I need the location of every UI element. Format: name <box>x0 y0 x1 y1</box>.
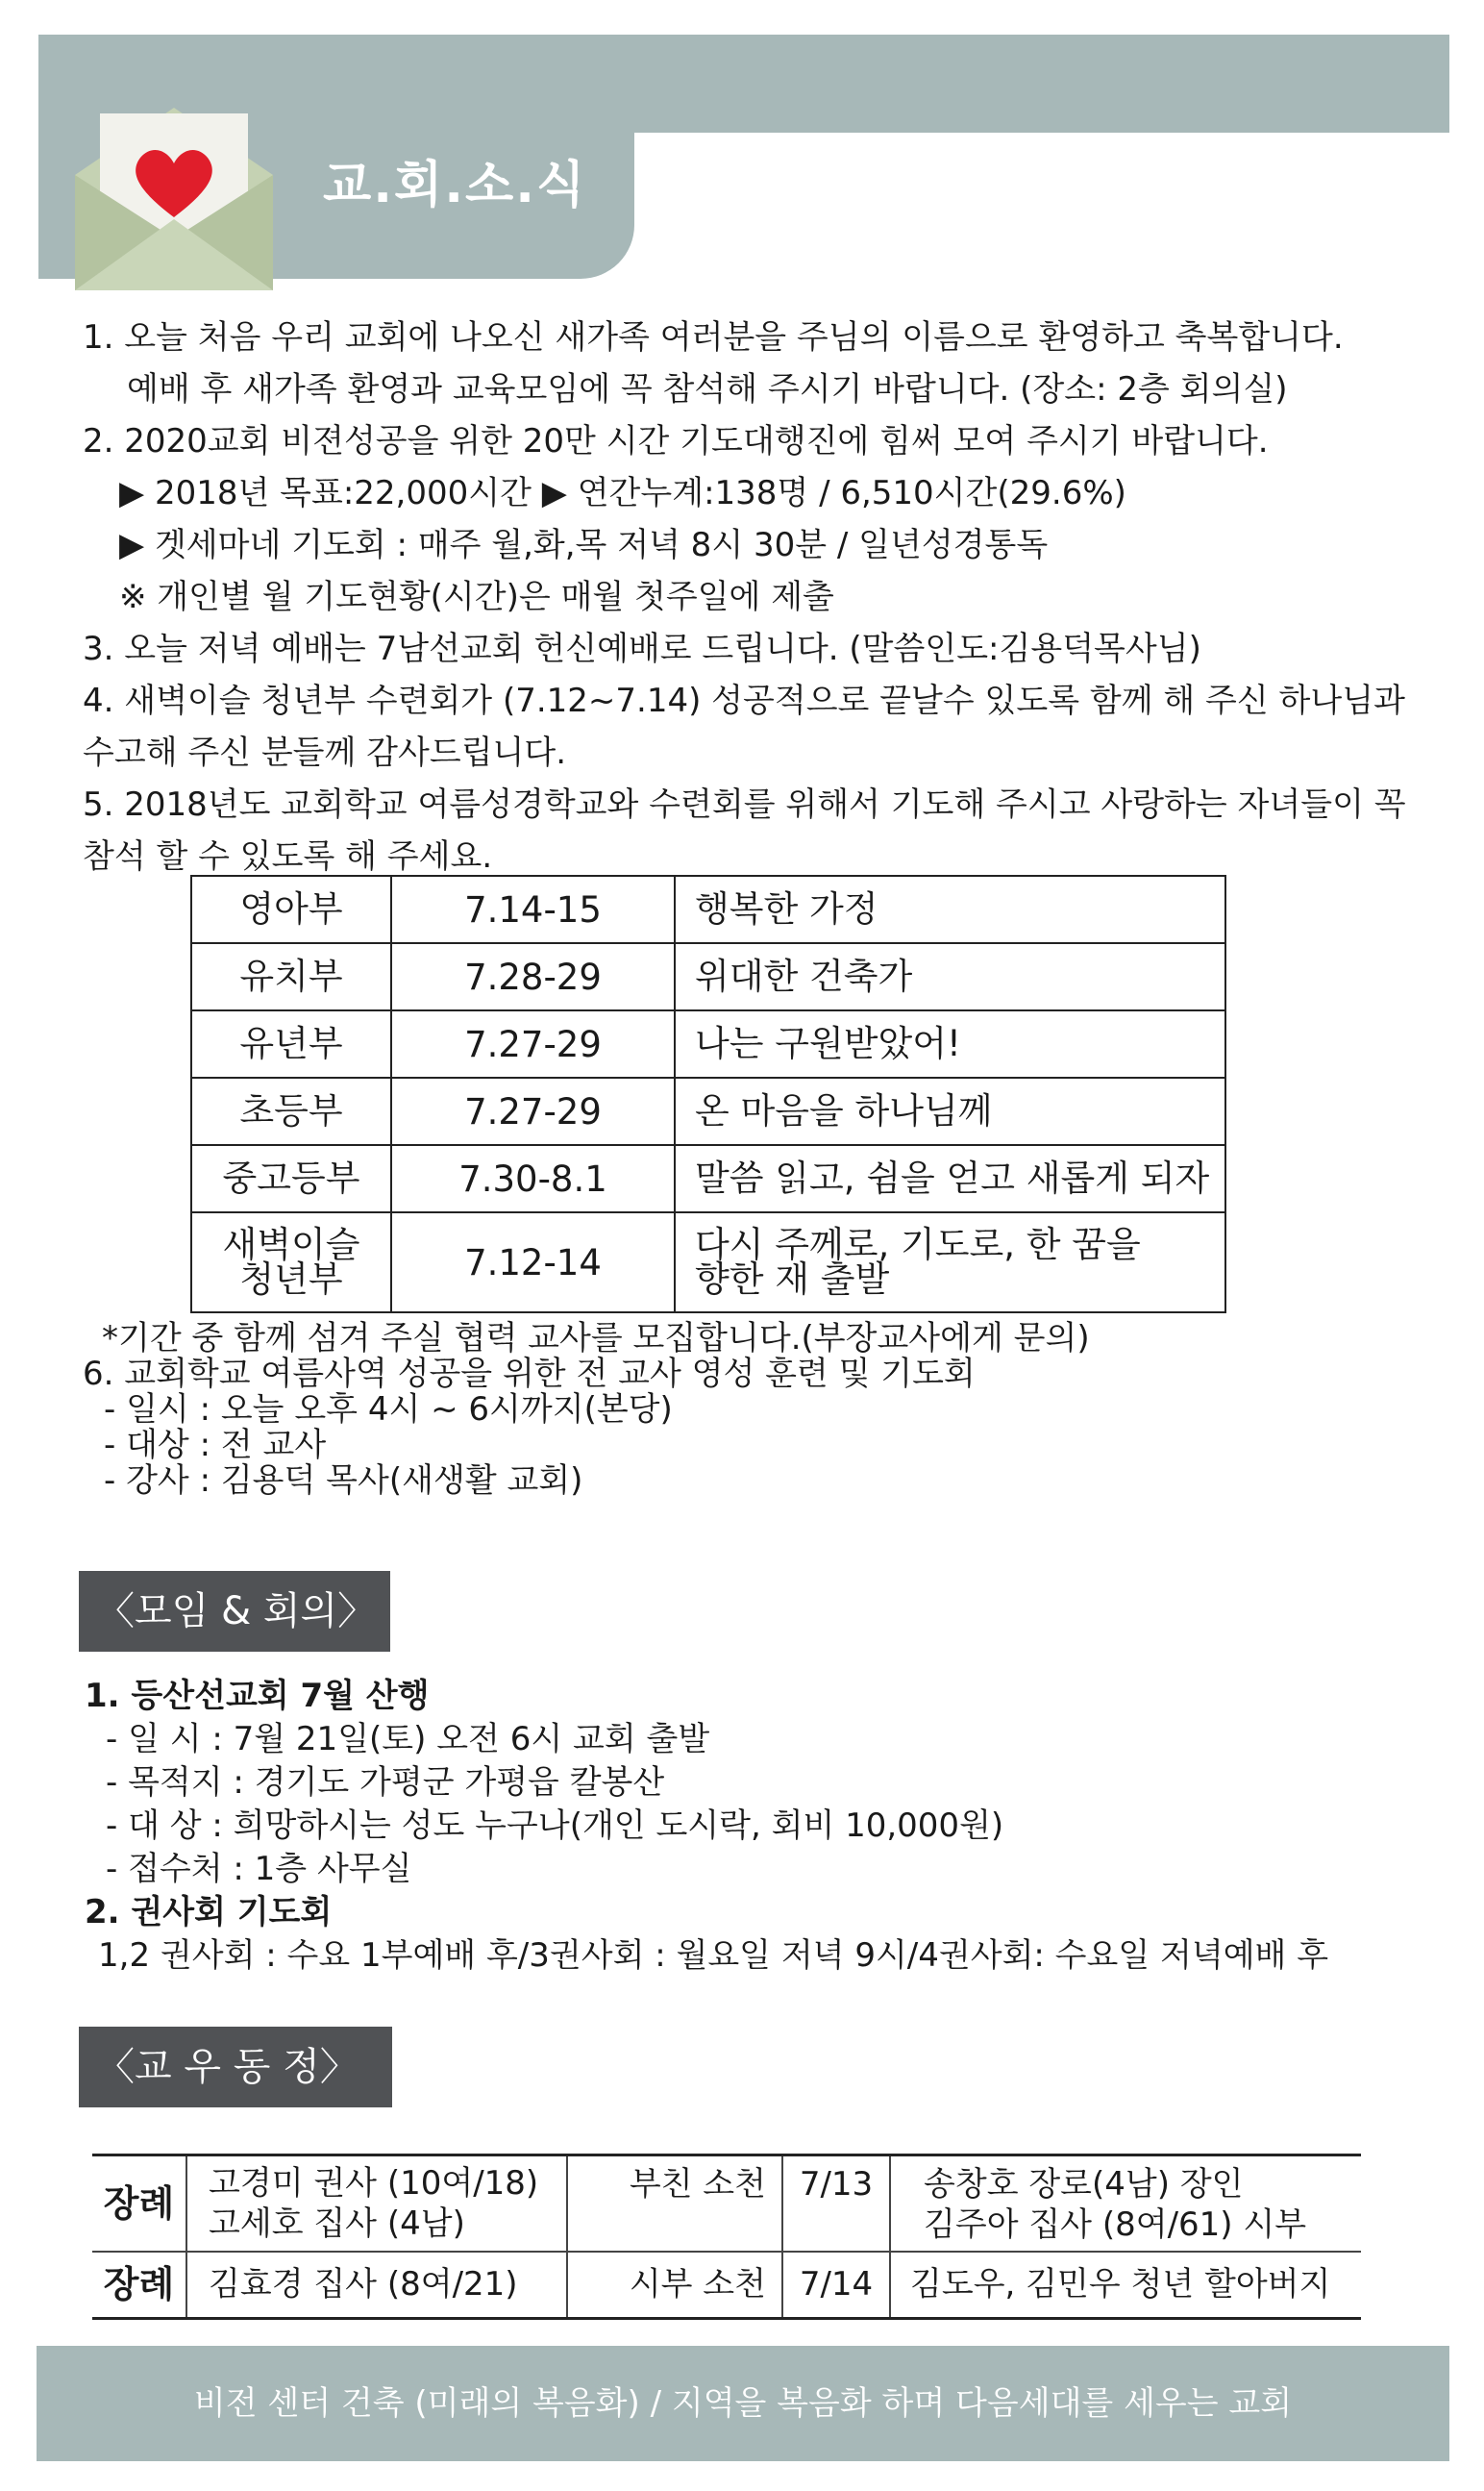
kind-cell: 장례 <box>92 2252 186 2319</box>
dept-cell <box>191 1212 391 1312</box>
notice-list-2 <box>83 1321 1428 1499</box>
dept-line: 새벽이슬 <box>222 1224 360 1265</box>
relation-line: 김주아 집사 (8여/61) 시부 <box>924 2205 1307 2244</box>
notice-line: ▶ 겟세마네 기도회 : 매주 월,화,목 저녁 8시 30분 / 일년성경통독 <box>119 526 1049 564</box>
meeting-title: 2. 권사회 기도회 <box>85 1893 333 1931</box>
recruit-note: *기간 중 함께 섬겨 주실 협력 교사를 모집합니다.(부장교사에게 문의) <box>102 1319 1090 1358</box>
name-line: 고경미 권사 (10여/18) <box>209 2163 539 2203</box>
theme-cell: 나는 구원받았어! <box>675 1010 1225 1078</box>
footer-banner: 비전 센터 건축 (미래의 복음화) / 지역을 복음화 하며 다음세대를 세우는 교회 <box>37 2346 1449 2461</box>
notice-line: 3. 오늘 저녁 예배는 7남선교회 헌신예배로 드립니다. (말씀인도:김용덕목사님) <box>83 630 1201 668</box>
notice-line: 5. 2018년도 교회학교 여름성경학교와 수련회를 위해서 기도해 주시고 사랑하는 자녀들이 꼭 <box>83 785 1406 824</box>
table-row <box>191 1212 1225 1312</box>
notice-line: 4. 새벽이슬 청년부 수련회가 (7.12~7.14) 성공적으로 끝날수 있도록 함께 해 주신 하나님과 <box>83 682 1405 720</box>
relation-cell <box>890 2155 1361 2252</box>
notice-list <box>83 311 1428 883</box>
detail-line: - 일 시 : 7월 21일(토) 오전 6시 교회 출발 <box>106 1720 710 1758</box>
theme-line: 다시 주께로, 기도로, 한 꿈을 <box>695 1224 1141 1265</box>
theme-cell <box>675 1212 1225 1312</box>
notice-line: 수고해 주신 분들께 감사드립니다. <box>83 734 567 772</box>
table-row <box>191 1078 1225 1145</box>
date-cell: 7/14 <box>782 2252 890 2319</box>
theme-cell: 위대한 건축가 <box>675 943 1225 1010</box>
page-title: 교.회.소.식 <box>323 157 587 214</box>
detail-line: - 일시 : 오늘 오후 4시 ~ 6시까지(본당) <box>104 1390 673 1429</box>
detail-line: - 목적지 : 경기도 가평군 가평읍 칼봉산 <box>106 1763 665 1802</box>
detail-line: - 접수처 : 1층 사무실 <box>106 1850 412 1888</box>
date-cell: 7/13 <box>782 2155 890 2252</box>
kind-cell: 장례 <box>92 2155 186 2252</box>
date-cell: 7.27-29 <box>391 1078 675 1145</box>
detail-line: 1,2 권사회 : 수요 1부예배 후/3권사회 : 월요일 저녁 9시/4권사회: 수요일 저녁예배 후 <box>98 1936 1329 1975</box>
meeting-list <box>85 1675 1430 1978</box>
name-line: 고세호 집사 (4남) <box>209 2204 465 2243</box>
table-row <box>92 2155 1361 2252</box>
member-news-table <box>92 2154 1361 2320</box>
event-cell: 시부 소천 <box>567 2252 782 2319</box>
dept-cell: 중고등부 <box>191 1145 391 1212</box>
relation-line: 송창호 장로(4남) 장인 <box>924 2165 1244 2204</box>
theme-cell: 온 마음을 하나님께 <box>675 1078 1225 1145</box>
detail-line: - 대상 : 전 교사 <box>104 1426 327 1464</box>
detail-line: - 대 상 : 희망하시는 성도 누구나(개인 도시락, 회비 10,000원) <box>106 1806 1004 1845</box>
meeting-title: 1. 등산선교회 7월 산행 <box>85 1677 430 1715</box>
table-row <box>191 943 1225 1010</box>
name-cell: 김효경 집사 (8여/21) <box>186 2252 567 2319</box>
member-news-section-label: 〈교 우 동 정〉 <box>79 2027 392 2107</box>
dept-line: 청년부 <box>239 1258 343 1300</box>
notice-line: 2. 2020교회 비젼성공을 위한 20만 시간 기도대행진에 힘써 모여 주시기 바랍니다. <box>83 422 1269 461</box>
date-cell: 7.14-15 <box>391 876 675 943</box>
theme-cell: 행복한 가정 <box>675 876 1225 943</box>
relation-cell: 김도우, 김민우 청년 할아버지 <box>890 2252 1361 2319</box>
date-cell: 7.28-29 <box>391 943 675 1010</box>
table-row <box>191 1145 1225 1212</box>
notice-line: ※ 개인별 월 기도현황(시간)은 매월 첫주일에 제출 <box>119 578 834 616</box>
date-cell: 7.12-14 <box>391 1212 675 1312</box>
dept-cell: 유치부 <box>191 943 391 1010</box>
date-cell: 7.27-29 <box>391 1010 675 1078</box>
dept-cell: 초등부 <box>191 1078 391 1145</box>
dept-cell: 영아부 <box>191 876 391 943</box>
detail-line: - 강사 : 김용덕 목사(새생활 교회) <box>104 1461 583 1500</box>
notice-line: ▶ 2018년 목표:22,000시간 ▶ 연간누계:138명 / 6,510시간(29.6%) <box>119 474 1126 512</box>
notice-line: 참석 할 수 있도록 해 주세요. <box>83 837 493 876</box>
dept-cell: 유년부 <box>191 1010 391 1078</box>
event-cell: 부친 소천 <box>567 2155 782 2252</box>
table-row <box>92 2252 1361 2319</box>
envelope-heart-icon <box>71 94 277 292</box>
schedule-table <box>190 875 1226 1313</box>
table-row <box>191 876 1225 943</box>
meeting-section-label: 〈모임 & 회의〉 <box>79 1571 390 1652</box>
name-cell <box>186 2155 567 2252</box>
notice-line: 1. 오늘 처음 우리 교회에 나오신 새가족 여러분을 주님의 이름으로 환영하고 축복합니다. <box>83 318 1344 357</box>
notice-line: 예배 후 새가족 환영과 교육모임에 꼭 참석해 주시기 바랍니다. (장소: 2층 회의실) <box>127 370 1288 409</box>
theme-cell: 말씀 읽고, 쉼을 얻고 새롭게 되자 <box>675 1145 1225 1212</box>
table-row <box>191 1010 1225 1078</box>
theme-line: 향한 재 출발 <box>695 1258 890 1300</box>
date-cell: 7.30-8.1 <box>391 1145 675 1212</box>
notice-line: 6. 교회학교 여름사역 성공을 위한 전 교사 영성 훈련 및 기도회 <box>83 1355 976 1393</box>
